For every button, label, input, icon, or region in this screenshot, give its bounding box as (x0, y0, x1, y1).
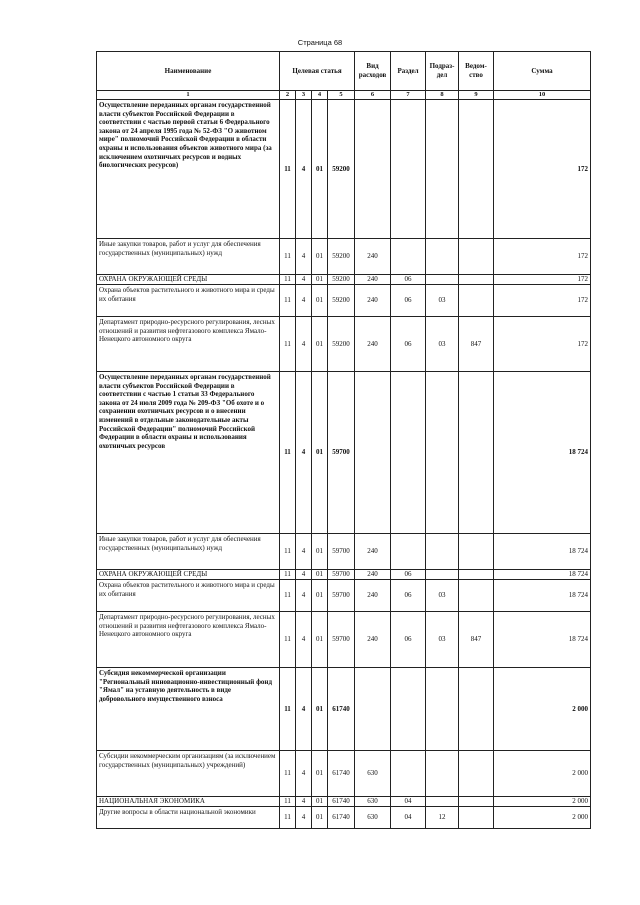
cell: 240 (355, 239, 391, 275)
table-row (97, 275, 591, 285)
cell: 04 (391, 797, 426, 807)
cell: 240 (355, 612, 391, 668)
cell: 59200 (328, 285, 355, 317)
cell: 59700 (328, 612, 355, 668)
cell: 06 (391, 275, 426, 285)
row-name: Департамент природно-ресурсного регулирования, лесных отношений и развития нефтегазового комплекса Ямало-Ненецкого автономного округа (97, 612, 280, 668)
cell: 59200 (328, 239, 355, 275)
cell (459, 534, 494, 570)
table-row (97, 534, 591, 570)
cell: 11 (280, 285, 296, 317)
cell (459, 275, 494, 285)
cell: 61740 (328, 807, 355, 829)
cell (391, 534, 426, 570)
cell: 4 (296, 534, 312, 570)
cell: 01 (312, 534, 328, 570)
col-num: 7 (391, 91, 426, 100)
cell: 4 (296, 372, 312, 534)
row-name: ОХРАНА ОКРУЖАЮЩЕЙ СРЕДЫ (97, 570, 280, 580)
header-podrazdel: Подраз-дел (426, 52, 459, 91)
cell (459, 668, 494, 751)
col-num: 3 (296, 91, 312, 100)
cell: 06 (391, 580, 426, 612)
cell (355, 100, 391, 239)
row-name: Иные закупки товаров, работ и услуг для обеспечения государственных (муниципальных) нужд (97, 239, 280, 275)
cell (391, 100, 426, 239)
cell (426, 239, 459, 275)
cell (391, 239, 426, 275)
cell: 4 (296, 317, 312, 372)
row-name: Осуществление переданных органам государственной власти субъектов Российской Федерации в соответствии с частью первой статьи 6 Федерального закона от 24 апреля 1995 года № 52-ФЗ "О животном мире" полномочий Российской Федерации в области охраны и использования объектов животного мира (за исключением охотничьих ресурсов и водных биологических ресурсов) (97, 100, 280, 239)
cell: 01 (312, 580, 328, 612)
cell: 11 (280, 797, 296, 807)
col-num: 1 (97, 91, 280, 100)
cell: 03 (426, 580, 459, 612)
cell: 06 (391, 612, 426, 668)
row-amount: 172 (494, 100, 591, 239)
cell: 4 (296, 100, 312, 239)
row-amount: 18 724 (494, 570, 591, 580)
table-row (97, 668, 591, 751)
cell (459, 751, 494, 797)
header-vedomstvo: Ведом-ство (459, 52, 494, 91)
row-amount: 2 000 (494, 751, 591, 797)
cell: 01 (312, 807, 328, 829)
cell: 630 (355, 807, 391, 829)
col-num: 4 (312, 91, 328, 100)
header-vid: Вид расходов (355, 52, 391, 91)
row-amount: 18 724 (494, 580, 591, 612)
header-summa: Сумма (494, 52, 591, 91)
cell: 240 (355, 534, 391, 570)
row-amount: 18 724 (494, 372, 591, 534)
cell: 59200 (328, 317, 355, 372)
cell: 59700 (328, 580, 355, 612)
cell (355, 372, 391, 534)
cell (459, 570, 494, 580)
cell: 4 (296, 285, 312, 317)
cell: 61740 (328, 668, 355, 751)
cell: 11 (280, 275, 296, 285)
row-name: Охрана объектов растительного и животного мира и среды их обитания (97, 285, 280, 317)
cell: 240 (355, 580, 391, 612)
cell: 11 (280, 668, 296, 751)
cell: 06 (391, 317, 426, 372)
cell: 04 (391, 807, 426, 829)
header-target: Целевая статья (280, 52, 355, 91)
cell (391, 751, 426, 797)
cell (426, 797, 459, 807)
col-num: 2 (280, 91, 296, 100)
budget-table (96, 51, 591, 829)
cell: 59700 (328, 534, 355, 570)
cell (426, 100, 459, 239)
cell: 01 (312, 372, 328, 534)
row-amount: 2 000 (494, 797, 591, 807)
table-row (97, 570, 591, 580)
cell: 01 (312, 668, 328, 751)
row-name: Другие вопросы в области национальной экономики (97, 807, 280, 829)
cell (426, 751, 459, 797)
cell: 06 (391, 285, 426, 317)
cell: 11 (280, 612, 296, 668)
row-amount: 2 000 (494, 807, 591, 829)
row-amount: 18 724 (494, 612, 591, 668)
row-amount: 172 (494, 317, 591, 372)
cell (426, 668, 459, 751)
cell: 01 (312, 275, 328, 285)
table-row (97, 612, 591, 668)
cell: 01 (312, 612, 328, 668)
cell (426, 372, 459, 534)
table-row (97, 239, 591, 275)
cell: 11 (280, 100, 296, 239)
table-row (97, 100, 591, 239)
table-row (97, 317, 591, 372)
page-number: Страница 68 (297, 38, 343, 47)
header-razdel: Раздел (391, 52, 426, 91)
cell: 12 (426, 807, 459, 829)
row-amount: 2 000 (494, 668, 591, 751)
table-row (97, 807, 591, 829)
cell (459, 580, 494, 612)
row-amount: 172 (494, 239, 591, 275)
cell: 4 (296, 797, 312, 807)
cell: 4 (296, 751, 312, 797)
cell: 11 (280, 807, 296, 829)
table-row (97, 285, 591, 317)
cell: 240 (355, 285, 391, 317)
cell (391, 372, 426, 534)
row-amount: 172 (494, 275, 591, 285)
cell (459, 797, 494, 807)
cell: 59700 (328, 372, 355, 534)
cell: 01 (312, 317, 328, 372)
cell: 630 (355, 751, 391, 797)
row-name: Субсидия некоммерческой организации "Региональный инновационно-инвестиционный фонд "Ямал" на уставную деятельность в виде добровольного имущественного взноса (97, 668, 280, 751)
row-name: Департамент природно-ресурсного регулирования, лесных отношений и развития нефтегазового комплекса Ямало-Ненецкого автономного округа (97, 317, 280, 372)
cell: 4 (296, 668, 312, 751)
cell: 240 (355, 570, 391, 580)
row-amount: 172 (494, 285, 591, 317)
cell: 4 (296, 580, 312, 612)
col-num: 8 (426, 91, 459, 100)
row-name: ОХРАНА ОКРУЖАЮЩЕЙ СРЕДЫ (97, 275, 280, 285)
cell: 59700 (328, 570, 355, 580)
cell: 01 (312, 239, 328, 275)
row-amount: 18 724 (494, 534, 591, 570)
cell (426, 275, 459, 285)
cell: 4 (296, 807, 312, 829)
cell: 01 (312, 797, 328, 807)
cell: 11 (280, 317, 296, 372)
row-name: НАЦИОНАЛЬНАЯ ЭКОНОМИКА (97, 797, 280, 807)
cell: 06 (391, 570, 426, 580)
cell: 4 (296, 570, 312, 580)
cell (426, 534, 459, 570)
col-num: 6 (355, 91, 391, 100)
cell: 03 (426, 317, 459, 372)
table-row (97, 751, 591, 797)
col-num: 9 (459, 91, 494, 100)
row-name: Осуществление переданных органам государственной власти субъектов Российской Федерации в соответствии с частью 1 статьи 33 Федерального закона от 24 июля 2009 года № 209-ФЗ "Об охоте и о сохранении охотничьих ресурсов и о внесении изменений в отдельные законодательные акты Российской Федерации" полномочий Российской Федерации в области охраны и использования охотничьих ресурсов (97, 372, 280, 534)
cell: 4 (296, 239, 312, 275)
cell: 03 (426, 285, 459, 317)
row-name: Охрана объектов растительного и животного мира и среды их обитания (97, 580, 280, 612)
cell: 01 (312, 100, 328, 239)
cell: 03 (426, 612, 459, 668)
table-row (97, 797, 591, 807)
row-name: Субсидии некоммерческим организациям (за исключением государственных (муниципальных) учреждений) (97, 751, 280, 797)
cell: 01 (312, 285, 328, 317)
cell: 01 (312, 570, 328, 580)
cell: 11 (280, 570, 296, 580)
cell: 61740 (328, 797, 355, 807)
cell: 11 (280, 751, 296, 797)
header-name: Наименование (97, 52, 280, 91)
cell: 59200 (328, 100, 355, 239)
cell (355, 668, 391, 751)
header-row (97, 52, 591, 91)
table-row (97, 372, 591, 534)
cell (459, 285, 494, 317)
cell (459, 372, 494, 534)
cell: 630 (355, 797, 391, 807)
table-row (97, 580, 591, 612)
column-number-row (97, 91, 591, 100)
cell (459, 807, 494, 829)
cell: 11 (280, 534, 296, 570)
cell (459, 239, 494, 275)
cell (459, 100, 494, 239)
cell: 59200 (328, 275, 355, 285)
cell: 11 (280, 580, 296, 612)
cell (426, 570, 459, 580)
cell (391, 668, 426, 751)
cell: 01 (312, 751, 328, 797)
cell: 4 (296, 275, 312, 285)
cell: 11 (280, 239, 296, 275)
cell: 240 (355, 275, 391, 285)
row-name: Иные закупки товаров, работ и услуг для обеспечения государственных (муниципальных) нужд (97, 534, 280, 570)
cell: 4 (296, 612, 312, 668)
cell: 61740 (328, 751, 355, 797)
col-num: 5 (328, 91, 355, 100)
cell: 847 (459, 317, 494, 372)
col-num: 10 (494, 91, 591, 100)
cell: 11 (280, 372, 296, 534)
cell: 240 (355, 317, 391, 372)
cell: 847 (459, 612, 494, 668)
